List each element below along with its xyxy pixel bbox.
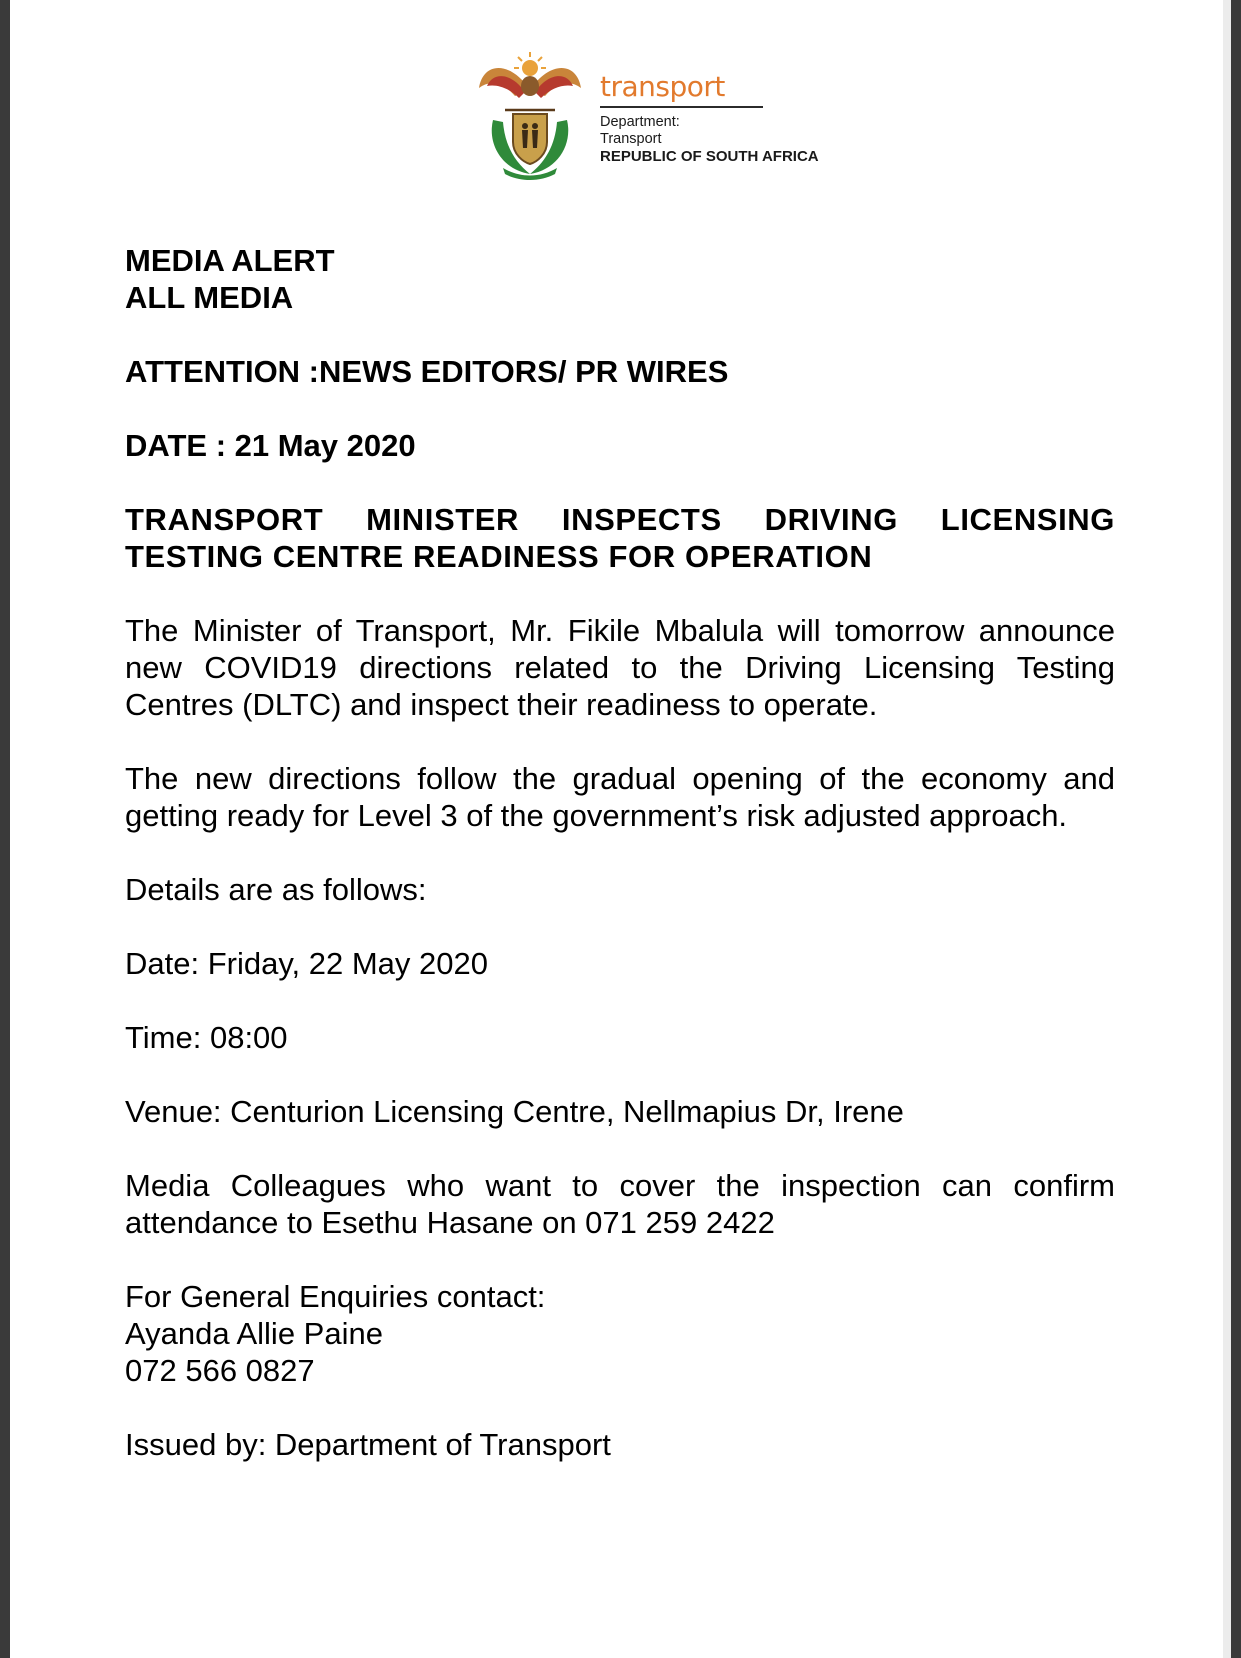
document-body — [125, 242, 1115, 1500]
paragraph-context: The new directions follow the gradual opening of the economy and getting ready for Level 3 of the government’s risk adjusted approach. — [125, 761, 1115, 833]
alert-header — [125, 242, 1115, 316]
alert-line-2: ALL MEDIA — [125, 280, 294, 315]
details-intro: Details are as follows: — [125, 872, 427, 907]
event-venue: Venue: Centurion Licensing Centre, Nellmapius Dr, Irene — [125, 1094, 904, 1129]
document-page — [10, 0, 1231, 1658]
enquiries-contact — [125, 1278, 1115, 1389]
enquiries-phone: 072 566 0827 — [125, 1353, 315, 1388]
brand-wordmark: transport — [600, 70, 725, 103]
page-edge-shadow — [1223, 0, 1231, 1658]
coat-of-arms-logo — [475, 50, 585, 182]
paragraph-announcement: The Minister of Transport, Mr. Fikile Mbalula will tomorrow announce new COVID19 directions related to the Driving Licensing Testing Centres (DLTC) and inspect their readiness to operate. — [125, 613, 1115, 722]
brand-block — [600, 70, 819, 165]
letterhead — [475, 50, 819, 185]
department-name: Transport — [600, 131, 662, 147]
enquiries-name: Ayanda Allie Paine — [125, 1316, 383, 1351]
event-date: Date: Friday, 22 May 2020 — [125, 946, 488, 981]
department-label: Department: — [600, 114, 680, 130]
country-name: REPUBLIC OF SOUTH AFRICA — [600, 148, 819, 165]
enquiries-label: For General Enquiries contact: — [125, 1279, 546, 1314]
brand-divider — [600, 106, 763, 108]
rsvp-paragraph: Media Colleagues who want to cover the inspection can confirm attendance to Esethu Hasane on 071 259 2422 — [125, 1168, 1115, 1240]
event-time: Time: 08:00 — [125, 1020, 288, 1055]
document-title: TRANSPORT MINISTER INSPECTS DRIVING LICENSING TESTING CENTRE READINESS FOR OPERATION — [125, 502, 1115, 574]
document-date: DATE : 21 May 2020 — [125, 428, 416, 463]
issued-by: Issued by: Department of Transport — [125, 1427, 611, 1462]
alert-line-1: MEDIA ALERT — [125, 243, 335, 278]
attention-line: ATTENTION :NEWS EDITORS/ PR WIRES — [125, 354, 729, 389]
